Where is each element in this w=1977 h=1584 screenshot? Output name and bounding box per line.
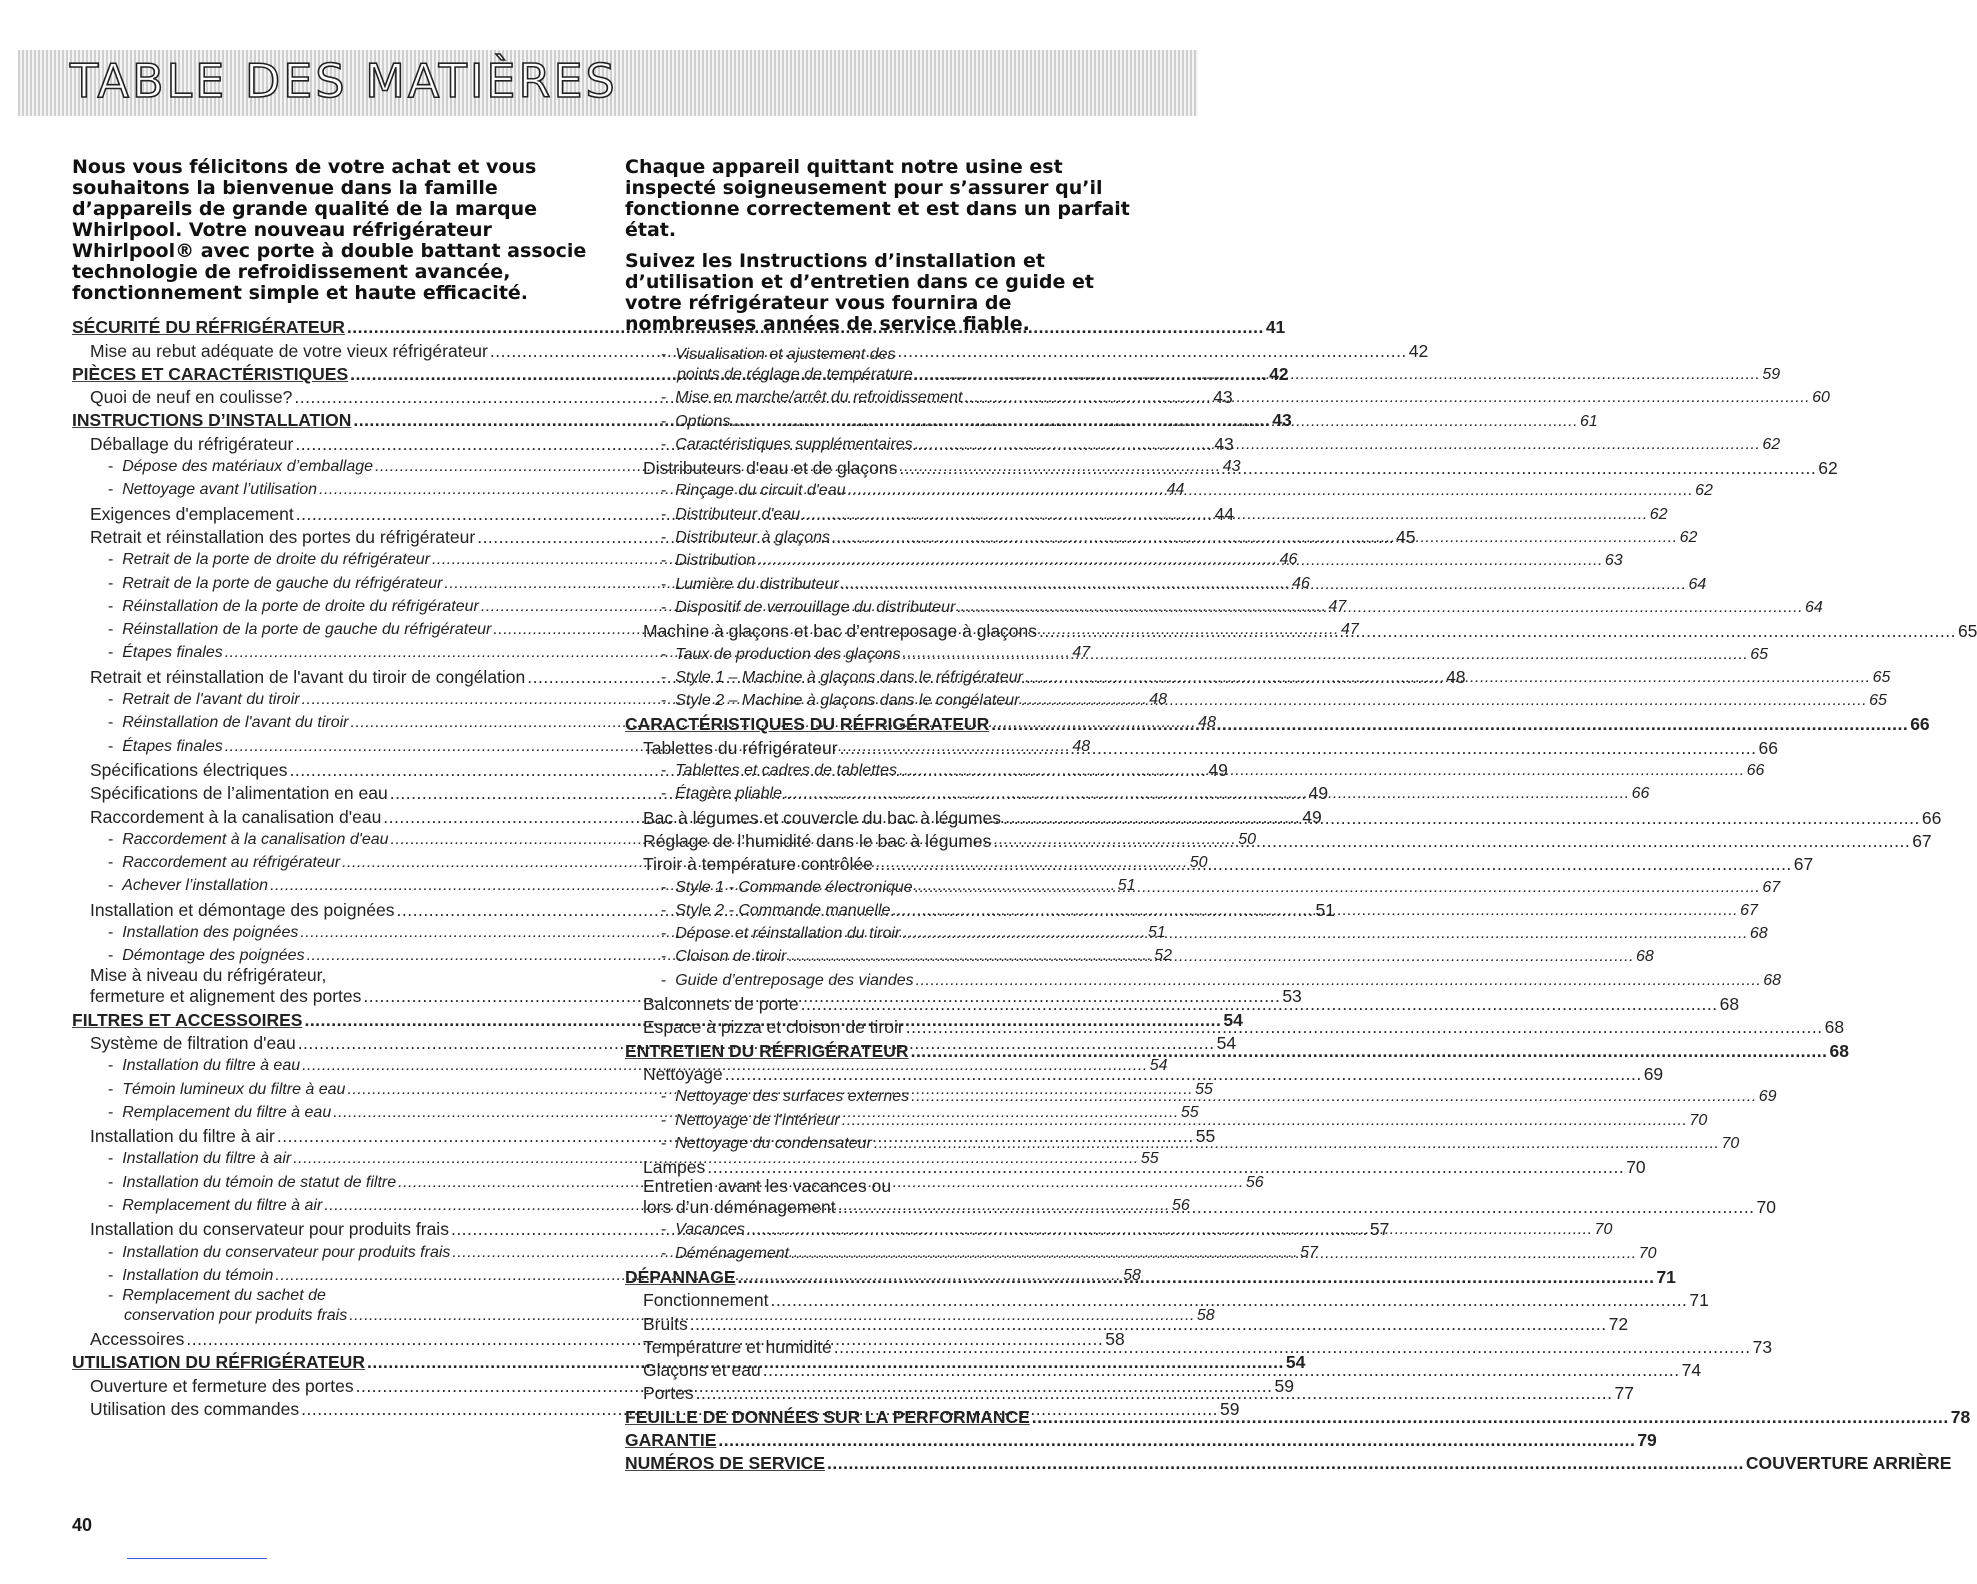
toc-leader-dots [834, 1337, 1751, 1357]
toc-page-number: 62 [1649, 505, 1668, 523]
toc-label: Installation du conservateur pour produits frais [90, 1219, 449, 1240]
toc-page-number: 68 [1824, 1017, 1845, 1038]
toc-label: Tablettes du réfrigérateur [643, 737, 838, 758]
toc-page-number: 54 [1149, 1057, 1168, 1075]
toc-leader-dots [911, 1087, 1757, 1107]
toc-leader-dots [915, 365, 1761, 385]
toc-label: Exigences d'emplacement [90, 503, 294, 524]
toc-page-number: 47 [1072, 644, 1091, 662]
toc-page-number: 66 [1910, 714, 1930, 735]
toc-label: - Distribution [661, 551, 755, 571]
toc-page-number: 43 [1213, 387, 1233, 408]
toc-page-number: 65 [1750, 645, 1769, 663]
toc-page-number: 51 [1315, 899, 1335, 920]
toc-page-number: 63 [1604, 552, 1623, 570]
toc-leader-dots [902, 924, 1748, 944]
toc-label: NUMÉROS DE SERVICE [625, 1453, 825, 1474]
toc-label: - Options [661, 412, 730, 432]
toc-leader-dots [788, 947, 1634, 967]
toc-page-number: 70 [1721, 1134, 1740, 1152]
toc-page-number: 43 [1222, 458, 1241, 476]
toc-leader-dots [916, 971, 1762, 991]
toc-leader-dots [892, 901, 1738, 921]
toc-label: lors d’un déménagement [643, 1197, 836, 1218]
toc-subentry[interactable] [625, 874, 1781, 897]
toc-label: - Style 2 - Commande manuelle [661, 901, 890, 921]
toc-label: - Étapes finales [108, 737, 223, 757]
toc-label: - Lumière du distributeur [661, 575, 839, 595]
toc-leader-dots [993, 831, 1910, 851]
toc-label: - Nettoyage de l’intérieur [661, 1111, 840, 1131]
toc-label-line1: - Visualisation et ajustement des [661, 345, 1143, 364]
toc-page-number: 48 [1072, 737, 1091, 755]
toc-page-number: 45 [1396, 526, 1416, 547]
toc-page-number: 68 [1749, 925, 1768, 943]
toc-label: Ouverture et fermeture des portes [90, 1375, 354, 1396]
toc-section[interactable] [625, 1450, 1952, 1474]
toc-page-number: 51 [1117, 877, 1136, 895]
toc-page-number: 71 [1656, 1266, 1676, 1287]
toc-label: - Distributeur d'eau [661, 505, 800, 525]
toc-page-number: 70 [1756, 1197, 1777, 1218]
toc-label: - Achever l’installation [108, 876, 268, 896]
toc-label: - Tablettes et cadres de tablettes [661, 761, 897, 781]
toc-page-number: 48 [1446, 666, 1466, 687]
toc-leader-dots [757, 551, 1603, 571]
toc-label: - Dépose des matériaux d’emballage [108, 457, 373, 477]
toc-page-number: 46 [1279, 551, 1298, 569]
toc-label: - Installation du témoin [108, 1266, 273, 1286]
toc-page-number: 50 [1238, 830, 1256, 848]
toc-page-number: 68 [1829, 1040, 1849, 1061]
toc-leader-dots [841, 575, 1687, 595]
toc-page-number: 44 [1166, 481, 1185, 499]
toc-label: FEUILLE DE DONNÉES SUR LA PERFORMANCE [625, 1406, 1030, 1427]
toc-leader-dots [1021, 691, 1867, 711]
toc-page-number: 65 [1957, 621, 1977, 642]
toc-label: Raccordement à la canalisation d'eau [90, 806, 382, 827]
toc-page-number: 50 [1189, 854, 1208, 872]
footer-rule [127, 1558, 267, 1559]
toc-label: Retrait et réinstallation des portes du réfrigérateur [90, 526, 476, 547]
toc-page-number: 43 [1214, 433, 1234, 454]
toc-label: - Raccordement au réfrigérateur [108, 853, 340, 873]
toc-leader-dots [899, 458, 1816, 478]
toc-page-number: 70 [1626, 1157, 1646, 1178]
toc-label: Bac à légumes et couvercle du bac à légumes [643, 807, 1001, 828]
toc-page-number: 59 [1274, 1375, 1294, 1396]
toc-label: Installation du filtre à air [90, 1126, 275, 1147]
toc-page-number: 55 [1195, 1080, 1213, 1098]
toc-page-number: 66 [1631, 785, 1650, 803]
toc-page-number: 61 [1580, 412, 1598, 430]
toc-label: Fonctionnement [643, 1290, 769, 1311]
toc-label: - Rinçage du circuit d'eau [661, 481, 845, 501]
toc-page-number: 70 [1689, 1111, 1708, 1129]
toc-label: - Remplacement du filtre à eau [108, 1103, 331, 1123]
toc-label: - Taux de production des glaçons [661, 645, 901, 665]
toc-label: Spécifications électriques [90, 759, 288, 780]
toc-label: INSTRUCTIONS D’INSTALLATION [72, 410, 352, 431]
toc-page-number: 64 [1688, 575, 1707, 593]
toc-label: - Réinstallation de l'avant du tiroir [108, 713, 349, 733]
toc-label: CARACTÉRISTIQUES DU RÉFRIGÉRATEUR [625, 714, 990, 735]
toc-label: - Style 1 – Machine à glaçons dans le réfrigérateur [661, 668, 1023, 688]
toc-leader-dots [1025, 668, 1871, 688]
toc-page-number: 79 [1637, 1430, 1657, 1451]
toc-label: ENTRETIEN DU RÉFRIGÉRATEUR [625, 1040, 909, 1061]
toc-leader-dots [1003, 808, 1920, 828]
toc-page-number: 42 [1408, 340, 1429, 361]
toc-label: - Dépose et réinstallation du tiroir [661, 924, 900, 944]
toc-leader-dots [718, 1430, 1635, 1450]
toc-section[interactable] [72, 314, 1286, 338]
toc-page-number: 64 [1805, 598, 1823, 616]
toc-label: Glaçons et eau [643, 1360, 761, 1381]
toc-label: - Cloison de tiroir [661, 947, 786, 967]
toc-label: - Nettoyage du condensateur [661, 1134, 872, 1154]
toc-label: SÉCURITÉ DU RÉFRIGÉRATEUR [72, 317, 345, 338]
toc-page-number: 70 [1594, 1221, 1613, 1239]
toc-page-number: 44 [1214, 503, 1235, 524]
toc-page-number: 48 [1198, 714, 1216, 732]
toc-section[interactable] [625, 1427, 1657, 1451]
toc-label: DÉPANNAGE [625, 1266, 736, 1287]
toc-page-number: 53 [1282, 986, 1302, 1007]
toc-leader-dots [707, 1157, 1624, 1177]
toc-label: - Installation du conservateur pour produits frais [108, 1243, 450, 1263]
toc-label-line1: Entretien avant les vacances ou [643, 1176, 892, 1197]
toc-label: GARANTIE [625, 1430, 717, 1451]
intro-inspection: Chaque appareil quittant notre usine est inspecté soigneusement pour s’assurer qu’il fonctionne correctement et est dans un parfait état. [625, 156, 1130, 241]
toc-leader-dots [725, 1064, 1642, 1084]
toc-label: Portes [643, 1383, 694, 1404]
toc-page-number: 74 [1681, 1360, 1702, 1381]
toc-label: Distributeurs d'eau et de glaçons [643, 458, 898, 479]
toc-page-number: 71 [1689, 1290, 1709, 1311]
toc-page-number: 59 [1220, 1399, 1240, 1420]
toc-page-number: 49 [1302, 806, 1322, 827]
toc-leader-dots [842, 1111, 1688, 1131]
toc-page-number: 67 [1793, 854, 1814, 875]
toc-label: - Nettoyage des surfaces externes [661, 1087, 909, 1107]
toc-label: Déballage du réfrigérateur [90, 433, 294, 454]
toc-label: - Retrait de la porte de droite du réfrigérateur [108, 550, 430, 570]
toc-label: Balconnets de porte [643, 994, 799, 1015]
toc-page-number: 62 [1818, 458, 1838, 479]
toc-label: - Retrait de la porte de gauche du réfrigérateur [108, 574, 442, 594]
toc-leader-dots [838, 1197, 1755, 1217]
toc-page-number: 62 [1762, 435, 1781, 453]
toc-label: - Raccordement à la canalisation d'eau [108, 830, 389, 850]
toc-page-number: 78 [1950, 1406, 1971, 1427]
toc-leader-dots [847, 481, 1693, 501]
toc-page-number: 54 [1285, 1352, 1306, 1373]
toc-page-number: 67 [1740, 901, 1758, 919]
toc-label: conservation pour produits frais [124, 1306, 348, 1324]
toc-page-number: 67 [1912, 830, 1932, 851]
toc-page-number: 65 [1872, 668, 1891, 686]
toc-label: - Style 2 – Machine à glaçons dans le congélateur [661, 691, 1019, 711]
toc-entry[interactable] [625, 1334, 1773, 1357]
toc-label: - Réinstallation de la porte de gauche du réfrigérateur [108, 620, 491, 640]
toc-label: - Remplacement du filtre à air [108, 1196, 322, 1216]
toc-leader-dots [840, 738, 1757, 758]
toc-label: Accessoires [90, 1329, 185, 1350]
toc-page-number: 54 [1216, 1032, 1237, 1053]
toc-leader-dots [903, 645, 1749, 665]
toc-page-number: 66 [1758, 737, 1778, 758]
toc-page-number: 62 [1695, 482, 1713, 500]
toc-page-number: 46 [1292, 574, 1310, 592]
toc-leader-dots [964, 388, 1810, 408]
toc-label: PIÈCES ET CARACTÉRISTIQUES [72, 363, 349, 384]
toc-leader-dots [802, 505, 1648, 525]
toc-label: Température et humidité [643, 1336, 832, 1357]
toc-label: Système de filtration d'eau [90, 1032, 296, 1053]
toc-label: - Retrait de l'avant du tiroir [108, 690, 300, 710]
toc-page-number: 49 [1208, 759, 1228, 780]
toc-label: - Style 1 - Commande électronique [661, 878, 913, 898]
toc-label: - Installation du témoin de statut de filtre [108, 1173, 396, 1193]
toc-page-number: 51 [1148, 924, 1166, 942]
toc-label: points de réglage de température [677, 366, 913, 383]
toc-leader-dots [690, 1314, 1607, 1334]
toc-leader-dots [915, 878, 1761, 898]
toc-page-number: 47 [1328, 597, 1347, 615]
title-banner [18, 50, 1198, 116]
toc-leader-dots [801, 994, 1718, 1014]
toc-label: Quoi de neuf en coulisse? [90, 387, 293, 408]
toc-label: - Caractéristiques supplémentaires [661, 435, 913, 455]
toc-label: Tiroir à température contrôlée [643, 854, 873, 875]
toc-label: - Nettoyage avant l’utilisation [108, 480, 317, 500]
toc-page-number: 55 [1195, 1126, 1216, 1147]
toc-page-number: 47 [1341, 621, 1359, 639]
toc-leader-dots [1032, 1407, 1949, 1427]
toc-leader-dots [747, 1220, 1593, 1240]
toc-page-number: 56 [1245, 1173, 1264, 1191]
toc-leader-dots [991, 714, 1908, 734]
toc-page-number: 56 [1171, 1196, 1190, 1214]
toc-label-line1: Mise à niveau du réfrigérateur, [90, 965, 327, 986]
toc-label: Retrait et réinstallation de l'avant du tiroir de congélation [90, 666, 526, 687]
toc-page-number: 62 [1679, 529, 1698, 547]
toc-label: Réglage de l’humidité dans le bac à légumes [643, 830, 992, 851]
toc-page-number: 49 [1308, 783, 1329, 804]
toc-label: - Installation du filtre à air [108, 1149, 291, 1169]
toc-page-number: 59 [1762, 366, 1781, 383]
toc-leader-dots [696, 1383, 1613, 1403]
toc-label: - Réinstallation de la porte de droite du réfrigérateur [108, 597, 479, 617]
toc-page-number: 68 [1719, 994, 1740, 1015]
toc-leader-dots [791, 1244, 1637, 1264]
toc-subentry[interactable] [625, 967, 1782, 990]
toc-leader-dots [784, 784, 1630, 804]
toc-label: Lampes [643, 1157, 706, 1178]
toc-entry[interactable] [625, 1287, 1709, 1311]
page-title: TABLE DES MATIÈRES [70, 54, 618, 108]
toc-page-number: 52 [1154, 947, 1173, 965]
toc-label: Utilisation des commandes [90, 1399, 300, 1420]
toc-leader-dots [732, 412, 1578, 432]
toc-label: - Déménagement [661, 1244, 789, 1264]
toc-page-number: 66 [1746, 762, 1765, 780]
toc-page-number: 66 [1921, 807, 1942, 828]
toc-label: UTILISATION DU RÉFRIGÉRATEUR [72, 1352, 365, 1373]
toc-leader-dots [875, 854, 1792, 874]
toc-leader-dots [899, 761, 1745, 781]
toc-page-number: 54 [1223, 1009, 1243, 1030]
toc-entry[interactable] [625, 734, 1778, 758]
toc-page-number: 57 [1369, 1219, 1390, 1240]
toc-label: - Installation des poignées [108, 923, 298, 943]
toc-page-number: 72 [1608, 1313, 1629, 1334]
toc-leader-dots [874, 1134, 1720, 1154]
toc-label: Machine à glaçons et bac d’entreposage à glaçons [643, 621, 1038, 642]
toc-label: - Installation du filtre à eau [108, 1056, 300, 1076]
toc-label: - Guide d’entreposage des viandes [661, 971, 914, 991]
toc-label-line1: - Remplacement du sachet de [108, 1286, 590, 1305]
toc-page-number: 57 [1300, 1243, 1318, 1261]
toc-page-number: 73 [1752, 1336, 1773, 1357]
toc-label: - Étapes finales [108, 643, 223, 663]
toc-label: Mise au rebut adéquate de votre vieux réfrigérateur [90, 340, 488, 361]
toc-page-number: 60 [1812, 389, 1830, 407]
toc-leader-dots [763, 1360, 1680, 1380]
toc-page-number: 55 [1180, 1103, 1199, 1121]
toc-label: fermeture et alignement des portes [90, 986, 362, 1007]
toc-leader-dots [827, 1453, 1744, 1473]
toc-page-number: 58 [1105, 1329, 1125, 1350]
toc-page-number: 67 [1762, 878, 1781, 896]
toc-page-number: 48 [1149, 691, 1168, 709]
toc-label: - Vacances [661, 1220, 745, 1240]
toc-entry[interactable] [72, 1372, 1294, 1396]
intro-welcome: Nous vous félicitons de votre achat et vous souhaitons la bienvenue dans la famille d’appareils de grande qualité de la marque Whirlpool. Votre nouveau réfrigérateur Whirlpool® avec porte à double battant associe technologie de refroidissement avancée, fonctionnement simple et haute efficacité. [72, 156, 587, 304]
toc-page-number: 68 [1636, 948, 1654, 966]
toc-page-number: 42 [1269, 363, 1289, 384]
toc-label: - Étagère pliable [661, 784, 782, 804]
toc-leader-dots [906, 1017, 1823, 1037]
toc-label: - Distributeur à glaçons [661, 528, 830, 548]
toc-page-number: 55 [1140, 1150, 1159, 1168]
page-number: 40 [72, 1515, 93, 1535]
toc-page-number: COUVERTURE ARRIÈRE [1745, 1453, 1952, 1474]
toc-page-number: 69 [1758, 1088, 1777, 1106]
intro-instructions: Suivez les Instructions d’installation et d’utilisation et d’entretien dans ce guide et votre réfrigérateur vous fournira de nombreuses années de service fiable. [625, 250, 1095, 335]
toc-label: - Mise en marche/arrêt du refroidissement [661, 388, 962, 408]
toc-leader-dots [911, 1041, 1828, 1061]
toc-label: Espace à pizza et cloison de tiroir [643, 1017, 904, 1038]
toc-page-number: 58 [1123, 1266, 1141, 1284]
toc-label: FILTRES ET ACCESSOIRES [72, 1009, 303, 1030]
toc-leader-dots [957, 598, 1803, 618]
toc-leader-dots [738, 1267, 1655, 1287]
toc-page-number: 69 [1643, 1063, 1664, 1084]
toc-page-number: 43 [1272, 410, 1292, 431]
toc-page-number: 68 [1763, 971, 1782, 989]
toc-leader-dots [771, 1290, 1688, 1310]
toc-leader-dots [915, 435, 1761, 455]
toc-page-number: 41 [1265, 317, 1286, 338]
toc-label: Bruits [643, 1313, 688, 1334]
toc-leader-dots [1039, 621, 1956, 641]
toc-label: Spécifications de l’alimentation en eau [90, 783, 388, 804]
toc-label: - Témoin lumineux du filtre à eau [108, 1080, 345, 1100]
toc-subentry[interactable] [625, 641, 1769, 664]
toc-page-number: 58 [1196, 1306, 1215, 1324]
toc-label: - Démontage des poignées [108, 946, 305, 966]
toc-label: - Dispositif de verrouillage du distributeur [661, 598, 955, 618]
toc-page-number: 70 [1638, 1244, 1657, 1262]
toc-page-number: 77 [1614, 1383, 1634, 1404]
toc-label: Nettoyage [643, 1063, 723, 1084]
toc-label: Installation et démontage des poignées [90, 899, 395, 920]
toc-section[interactable] [625, 1264, 1676, 1287]
toc-page-number: 65 [1869, 692, 1887, 710]
toc-leader-dots [832, 528, 1678, 548]
